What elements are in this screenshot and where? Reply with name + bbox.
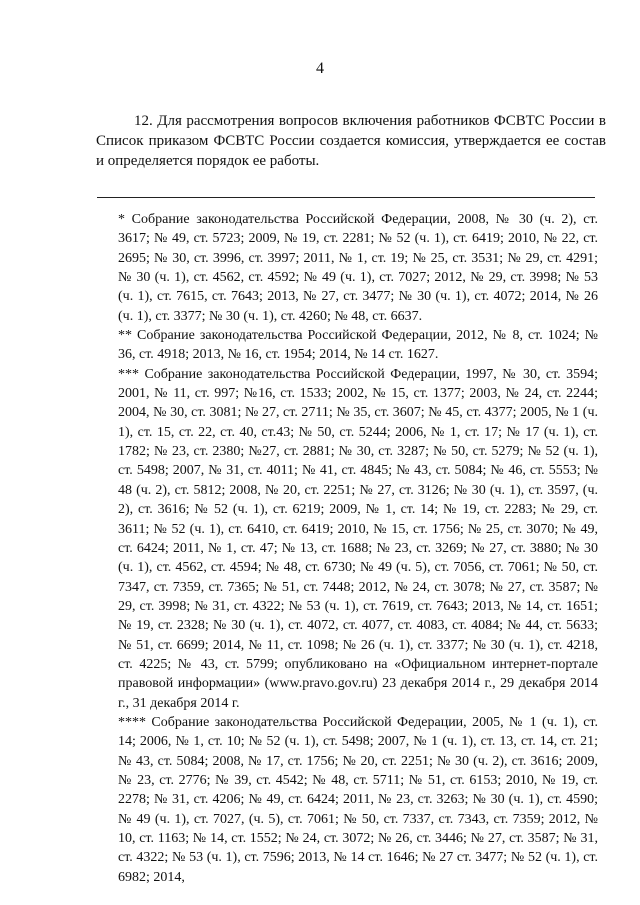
footnote-4: **** Собрание законодательства Российской Федерации, 2005, № 1 (ч. 1), ст. 14; 2006, № 1, ст. 10; № 52 (ч. 1), ст. 5498; 2007, № 1 (ч. 1), ст. 13, ст. 14, ст. 21; № 43, ст. 5084; 2008, № 17, ст. 1756; № 20, ст. 2251; № 30 (ч. 2), ст. 3616; 2009, № 23, ст. 2776; № 39, ст. 4542; № 48, ст. 5711; № 51, ст. 6153; 2010, № 19, ст. 2278; № 31, ст. 4206; № 49, ст. 6424; 2011, № 23, ст. 3263; № 30 (ч. 1), ст. 4590; № 49 (ч. 1), ст. 7027, (ч. 5), ст. 7061; № 50, ст. 7337, ст. 7343, ст. 7359; 2012, № 10, ст. 1163; № 14, ст. 1552; № 24, ст. 3072; № 26, ст. 3446; № 27, ст. 3587; № 31, ст. 4322; № 53 (ч. 1), ст. 7596; 2013, № 14 ст. 1646; № 27 ст. 3477; № 52 (ч. 1), ст. 6982; 2014, bbox=[118, 714, 598, 885]
footnote-1: * Собрание законодательства Российской Федерации, 2008, № 30 (ч. 2), ст. 3617; № 49, ст. 5723; 2009, № 19, ст. 2281; № 52 (ч. 1), ст. 6419; 2010, № 22, ст. 2695; № 30, ст. 3996, ст. 3997; 2011, № 1, ст. 19; № 25, ст. 3531; № 29, ст. 4291; № 30 (ч. 1), ст. 4562, ст. 4592; № 49 (ч. 1), ст. 7027; 2012, № 29, ст. 3998; № 53 (ч. 1), ст. 7615, ст. 7643; 2013, № 27, ст. 3477; № 30 (ч. 1), ст. 4072; 2014, № 26 (ч. 1), ст. 3377; № 30 (ч. 1), ст. 4260; № 48, ст. 6637. bbox=[118, 212, 598, 324]
footnote-3: *** Собрание законодательства Российской Федерации, 1997, № 30, ст. 3594; 2001, № 11, ст. 997; №16, ст. 1533; 2002, № 15, ст. 1377; 2003, № 24, ст. 2244; 2004, № 30, ст. 3081; № 27, ст. 2711; № 35, ст. 3607; № 45, ст. 4377; 2005, № 1 (ч. 1), ст. 15, ст. 22, ст. 40, ст.43; № 50, ст. 5244; 2006, № 1, ст. 17; № 17 (ч. 1), ст. 1782; № 23, ст. 2380; №27, ст. 2881; № 30, ст. 3287; № 50, ст. 5279; № 52 (ч. 1), ст. 5498; 2007, № 31, ст. 4011; № 41, ст. 4845; № 43, ст. 5084; № 46, ст. 5553; № 48 (ч. 2), ст. 5812; 2008, № 20, ст. 2251; № 27, ст. 3126; № 30 (ч. 1), ст. 3597, (ч. 2), ст. 3616; № 52 (ч. 1), ст. 6219; 2009, № 1, ст. 14; № 19, ст. 2283; № 29, ст. 3611; № 52 (ч. 1), ст. 6410, ст. 6419; 2010, № 15, ст. 1756; № 25, ст. 3070; № 49, ст. 6424; 2011, № 1, ст. 47; № 13, ст. 1688; № 23, ст. 3269; № 27, ст. 3880; № 30 (ч. 1), ст. 4562, ст. 4594; № 48, ст. 6730; № 49 (ч. 5), ст. 7056, ст. 7061; № 50, ст. 7347, ст. 7359, ст. 7365; № 51, ст. 7448; 2012, № 24, ст. 3078; № 27, ст. 3587; № 29, ст. 3998; № 31, ст. 4322; № 53 (ч. 1), ст. 7619, ст. 7643; 2013, № 14, ст. 1651; № 19, ст. 2328; № 30 (ч. 1), ст. 4072, ст. 4077, ст. 4083, ст. 4084; № 44, ст. 5633; № 51, ст. 6699; 2014, № 11, ст. 1098; № 26 (ч. 1), ст. 3377; № 30 (ч. 1), ст. 4218, ст. 4225; № 43, ст. 5799; опубликовано на «Официальном интернет-портале правовой информации» (www.pravo.gov.ru) 23 декабря 2014 г., 29 декабря 2014 г., 31 декабря 2014 г. bbox=[118, 366, 598, 711]
footnote-separator bbox=[97, 197, 595, 198]
main-paragraph: 12. Для рассмотрения вопросов включения работников ФСВТС России в Список приказом ФСВТС России создается комиссия, утверждается ее состав и определяется порядок ее работы. bbox=[96, 113, 606, 169]
footnote-2: ** Собрание законодательства Российской Федерации, 2012, № 8, ст. 1024; № 36, ст. 4918; 2013, № 16, ст. 1954; 2014, № 14 ст. 1627. bbox=[118, 328, 598, 363]
footnotes bbox=[118, 210, 598, 887]
page-number: 4 bbox=[316, 60, 324, 77]
